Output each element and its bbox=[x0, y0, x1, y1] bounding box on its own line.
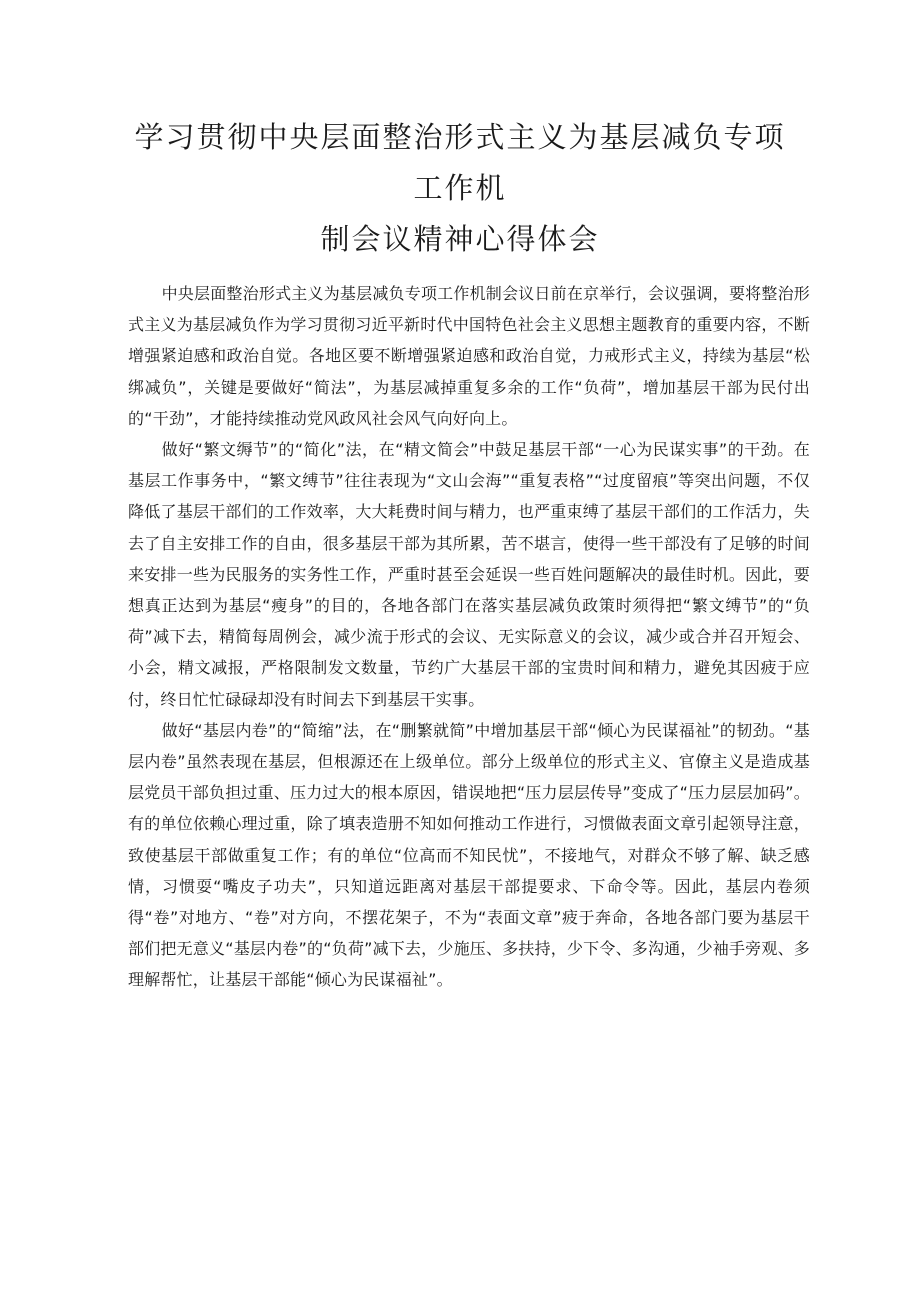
document-title bbox=[120, 112, 800, 265]
document-title-line-2: 制会议精神心得体会 bbox=[320, 222, 600, 256]
document-body bbox=[128, 278, 810, 996]
document-title-line-1: 学习贯彻中央层面整治形式主义为基层减负专项工作机 bbox=[134, 120, 786, 205]
paragraph-3: 做好“基层内卷”的“简缩”法，在“删繁就简”中增加基层干部“倾心为民谋福祉”的韧劲。“基层内卷”虽然表现在基层，但根源还在上级单位。部分上级单位的形式主义、官僚主义是造成基层党员干部负担过重、压力过大的根本原因，错误地把“压力层层传导”变成了“压力层层加码”。有的单位依赖心理过重，除了填表造册不知如何推动工作进行，习惯做表面文章引起领导注意，致使基层干部做重复工作；有的单位“位高而不知民忧”，不接地气，对群众不够了解、缺乏感情，习惯耍“嘴皮子功夫”，只知道远距离对基层干部提要求、下命令等。因此，基层内卷须得“卷”对地方、“卷”对方向，不摆花架子，不为“表面文章”疲于奔命，各地各部门要为基层干部们把无意义“基层内卷”的“负荷”减下去，少施压、多扶持，少下令、多沟通，少袖手旁观、多理解帮忙，让基层干部能“倾心为民谋福祉”。 bbox=[128, 720, 810, 990]
paragraph-2: 做好“繁文缛节”的“简化”法，在“精文简会”中鼓足基层干部“一心为民谋实事”的干劲。在基层工作事务中，“繁文缚节”往往表现为“文山会海”“重复表格”“过度留痕”等突出问题，不仅降低了基层干部们的工作效率，大大耗费时间与精力，也严重束缚了基层干部们的工作活力，失去了自主安排工作的自由，很多基层干部为其所累，苦不堪言，使得一些干部没有了足够的时间来安排一些为民服务的实务性工作，严重时甚至会延误一些百姓问题解决的最佳时机。因此，要想真正达到为基层“瘦身”的目的，各地各部门在落实基层减负政策时须得把“繁文缚节”的“负荷”减下去，精简每周例会，减少流于形式的会议、无实际意义的会议，减少或合并召开短会、小会，精文减报，严格限制发文数量，节约广大基层干部的宝贵时间和精力，避免其因疲于应付，终日忙忙碌碌却没有时间去下到基层干实事。 bbox=[128, 440, 810, 709]
paragraph-1: 中央层面整治形式主义为基层减负专项工作机制会议日前在京举行，会议强调，要将整治形式主义为基层减负作为学习贯彻习近平新时代中国特色社会主义思想主题教育的重要内容，不断增强紧迫感和政治自觉。各地区要不断增强紧迫感和政治自觉，力戒形式主义，持续为基层“松绑减负”，关键是要做好“简法”，为基层减掉重复多余的工作“负荷”，增加基层干部为民付出的“干劲”，才能持续推动党风政风社会风气向好向上。 bbox=[128, 284, 810, 428]
